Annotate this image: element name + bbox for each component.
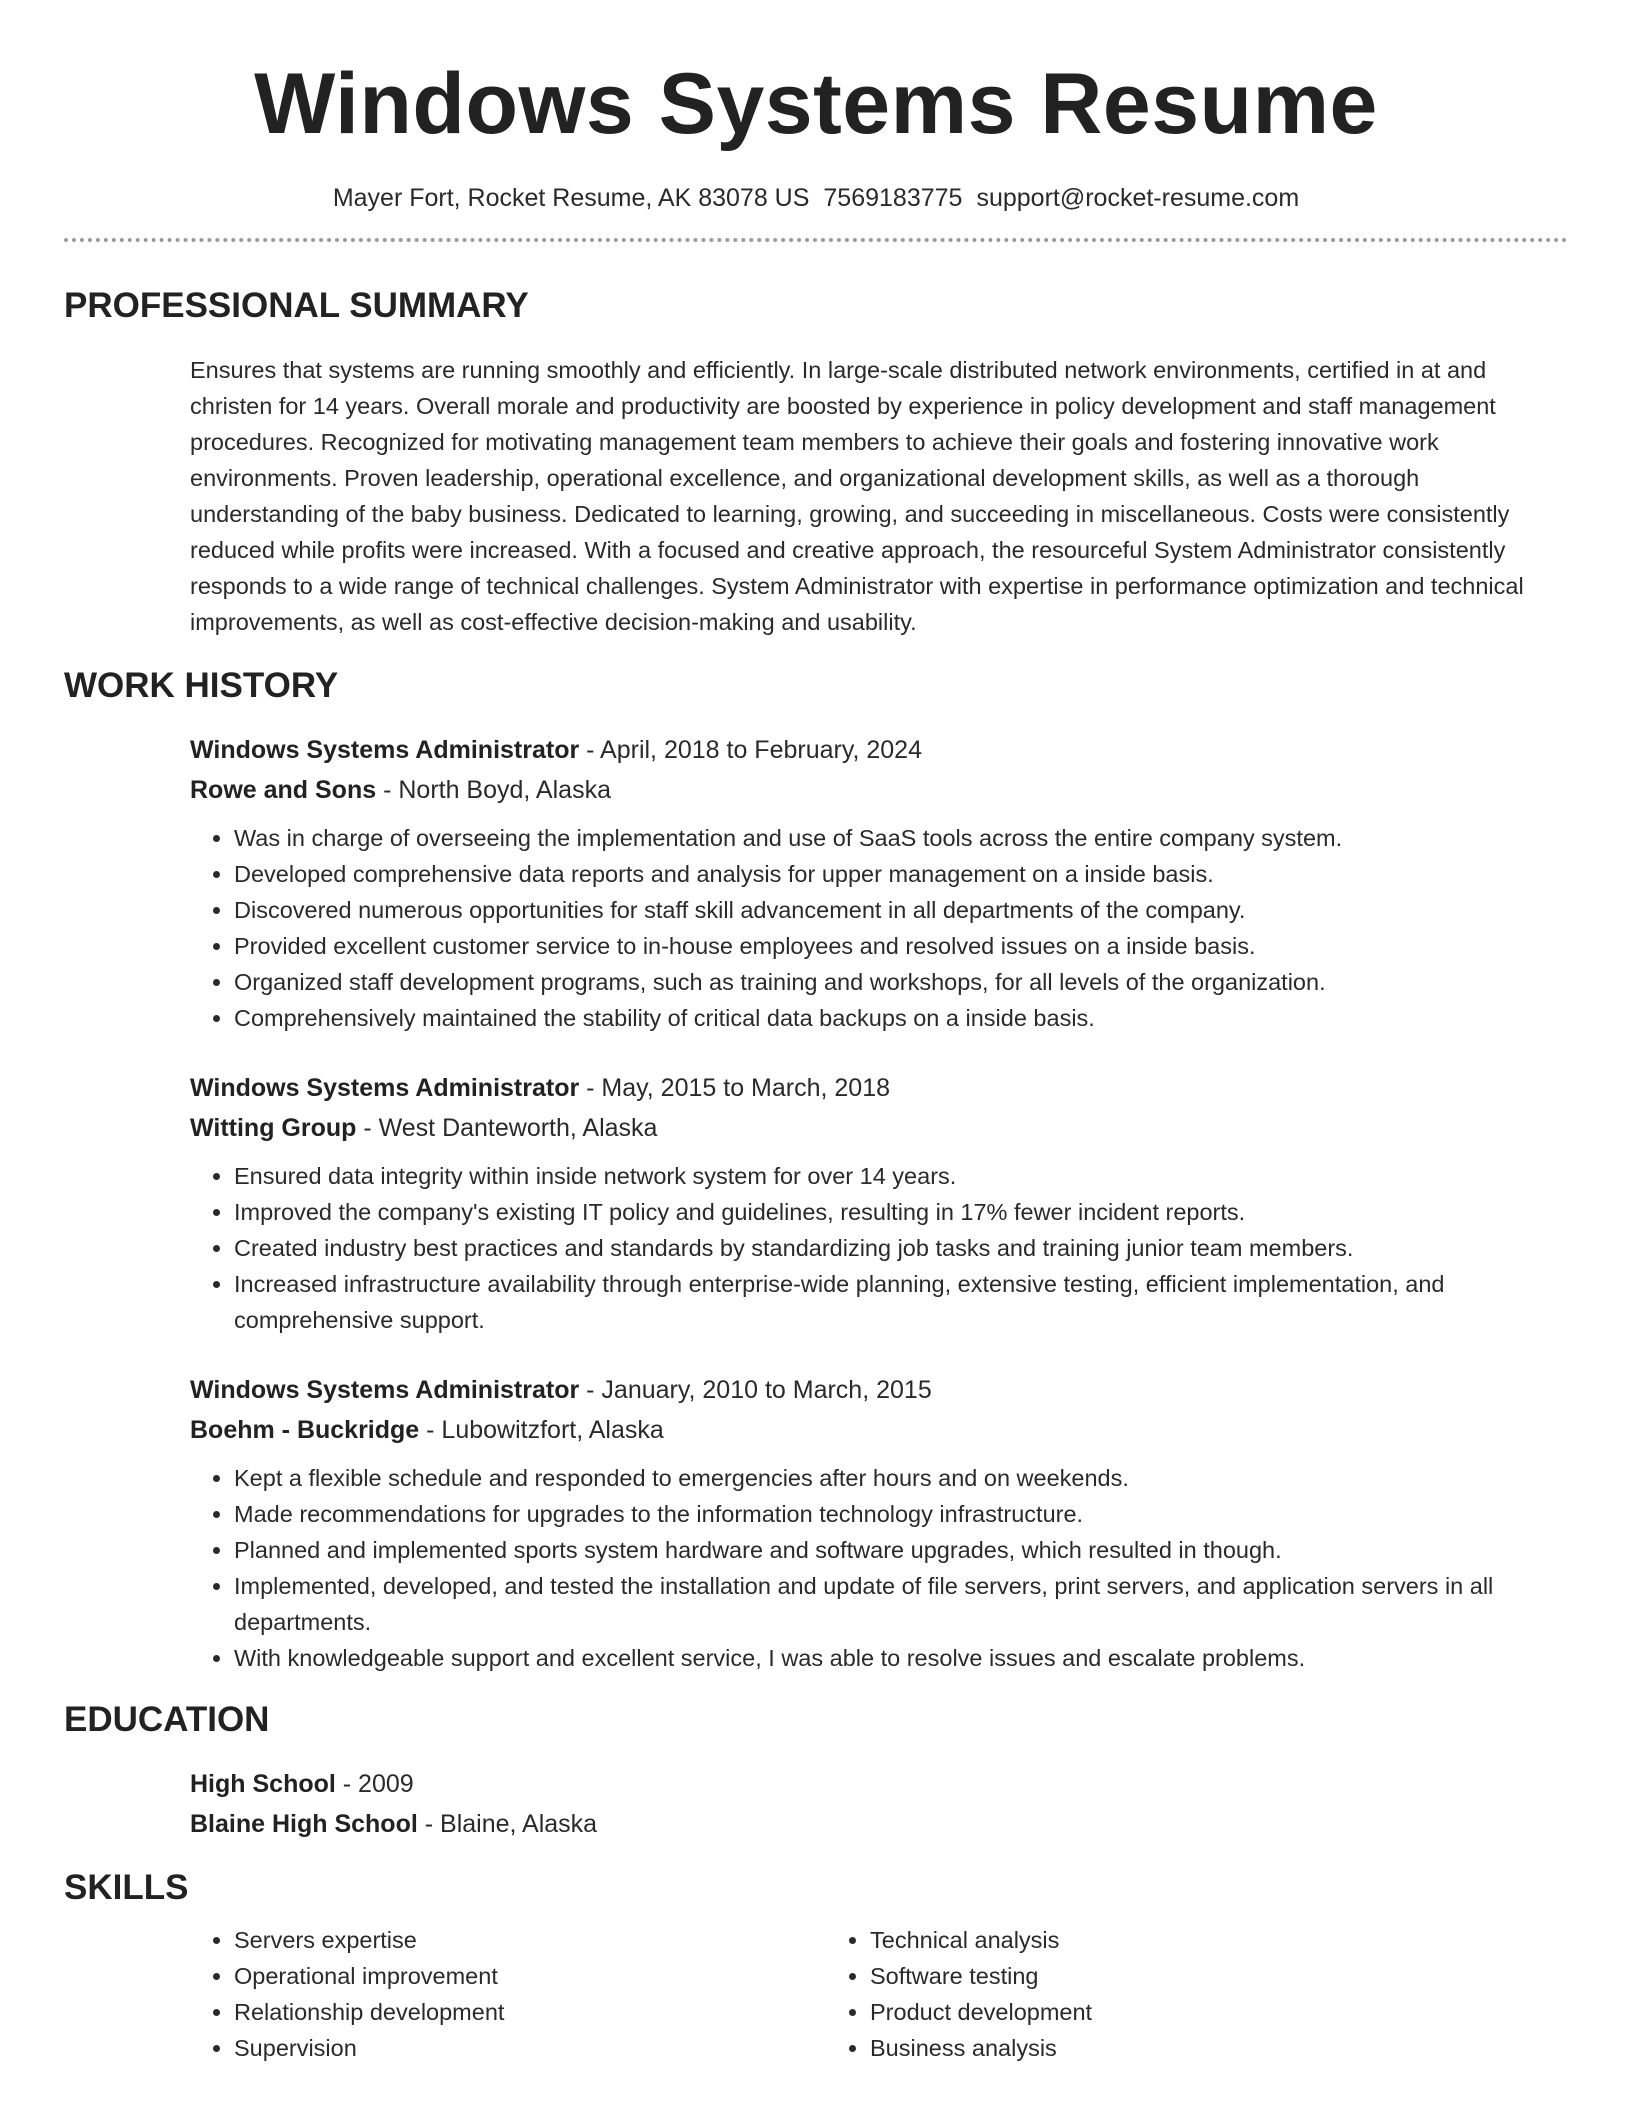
job-position: Windows Systems Administrator [190,736,580,764]
job-location: - Lubowitzfort, Alaska [419,1416,664,1444]
skill-item: • Technical analysis [870,1922,1462,1958]
section-title-work: WORK HISTORY [64,666,339,705]
header-divider [64,238,1568,242]
contact-phone: 7569183775 [823,184,963,212]
job-bullet: • Planned and implemented sports system hardware and software upgrades, which resulted in though. [234,1532,1568,1568]
job-title-line [190,730,1568,770]
skill-item: • Product development [870,1994,1462,2030]
job-dates: - January, 2010 to March, 2015 [579,1376,932,1404]
job-bullet: • Organized staff development programs, such as training and workshops, for all levels of the organization. [234,964,1568,1000]
job-entry [64,1370,1568,1676]
contact-address: Mayer Fort, Rocket Resume, AK 83078 US [332,184,810,212]
job-bullet: • Created industry best practices and standards by standardizing job tasks and training junior team members. [234,1230,1568,1266]
job-bullets [190,820,1568,1036]
education-degree-line [190,1764,1568,1804]
job-bullet: • Developed comprehensive data reports and analysis for upper management on a inside basis. [234,856,1568,892]
job-bullet: • Comprehensively maintained the stability of critical data backups on a inside basis. [234,1000,1568,1036]
education-entry [64,1764,1568,1844]
job-position: Windows Systems Administrator [190,1376,580,1404]
job-company-line [190,1108,1568,1148]
skills-column-left [190,1922,826,2066]
job-bullets [190,1460,1568,1676]
job-location: - West Danteworth, Alaska [356,1114,658,1142]
skill-item: • Software testing [870,1958,1462,1994]
job-entry [64,1068,1568,1338]
skill-item: • Operational improvement [234,1958,826,1994]
job-company-line [190,1410,1568,1450]
skills-column-right [826,1922,1462,2066]
job-bullet: • Ensured data integrity within inside network system for over 14 years. [234,1158,1568,1194]
job-location: - North Boyd, Alaska [376,776,611,804]
job-bullet: • Provided excellent customer service to in-house employees and resolved issues on a inside basis. [234,928,1568,964]
skill-item: • Business analysis [870,2030,1462,2066]
section-title-summary: PROFESSIONAL SUMMARY [64,286,529,325]
education-location: - Blaine, Alaska [417,1810,598,1838]
job-entry [64,730,1568,1036]
education-degree: High School [190,1770,336,1798]
job-company: Boehm - Buckridge [190,1416,420,1444]
skill-item: • Supervision [234,2030,826,2066]
job-bullet: • Made recommendations for upgrades to the information technology infrastructure. [234,1496,1568,1532]
job-company: Rowe and Sons [190,776,377,804]
job-bullet: • With knowledgeable support and excellent service, I was able to resolve issues and escalate problems. [234,1640,1568,1676]
job-bullet: • Increased infrastructure availability through enterprise-wide planning, extensive testing, efficient implementation, and comprehensive support. [234,1266,1568,1338]
job-bullet: • Improved the company's existing IT policy and guidelines, resulting in 17% fewer incident reports. [234,1194,1568,1230]
skills-list [64,1922,1568,2066]
job-title-line [190,1370,1568,1410]
job-company-line [190,770,1568,810]
summary-text: Ensures that systems are running smoothly and efficiently. In large-scale distributed network environments, certified in at and christen for 14 years. Overall morale and productivity are boosted by experience in policy development and staff management procedures. Recognized for motivating management team members to achieve their goals and fostering innovative work environments. Proven leadership, operational excellence, and organizational development skills, as well as a thorough understanding of the baby business. Dedicated to learning, growing, and succeeding in miscellaneous. Costs were consistently reduced while profits were increased. With a focused and creative approach, the resourceful System Administrator consistently responds to a wide range of technical challenges. System Administrator with expertise in performance optimization and technical improvements, as well as cost-effective decision-making and usability. [190,357,1524,635]
job-bullets [190,1158,1568,1338]
job-bullet: • Implemented, developed, and tested the installation and update of file servers, print servers, and application servers in all departments. [234,1568,1568,1640]
resume-title: Windows Systems Resume [254,56,1378,152]
section-title-education: EDUCATION [64,1700,270,1739]
contact-email: support@rocket-resume.com [976,184,1300,212]
education-school-line [190,1804,1568,1844]
contact-line [64,182,1568,214]
job-bullet: • Discovered numerous opportunities for staff skill advancement in all departments of the company. [234,892,1568,928]
job-title-line [190,1068,1568,1108]
job-company: Witting Group [190,1114,357,1142]
education-year: - 2009 [335,1770,414,1798]
job-position: Windows Systems Administrator [190,1074,580,1102]
job-dates: - April, 2018 to February, 2024 [579,736,922,764]
job-bullet: • Kept a flexible schedule and responded to emergencies after hours and on weekends. [234,1460,1568,1496]
section-title-skills: SKILLS [64,1868,189,1907]
job-bullet: • Was in charge of overseeing the implementation and use of SaaS tools across the entire company system. [234,820,1568,856]
job-dates: - May, 2015 to March, 2018 [579,1074,891,1102]
education-school: Blaine High School [190,1810,418,1838]
skill-item: • Relationship development [234,1994,826,2030]
skill-item: • Servers expertise [234,1922,826,1958]
